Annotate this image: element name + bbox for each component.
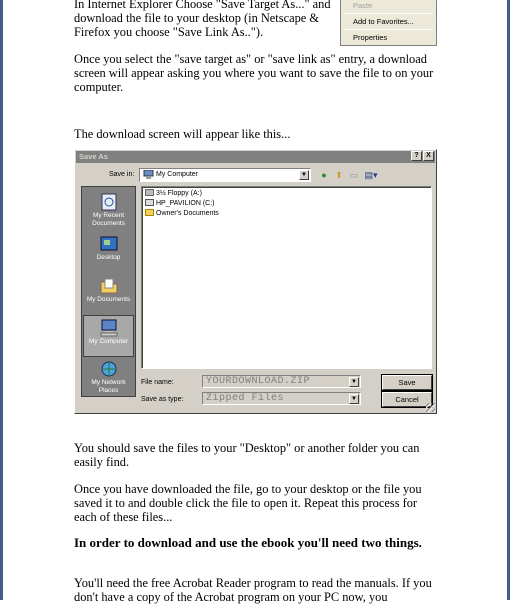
back-icon[interactable]: ● bbox=[321, 170, 327, 180]
my-documents-icon bbox=[99, 277, 119, 295]
desktop-icon bbox=[99, 235, 119, 253]
file-name-label: File name: bbox=[141, 379, 174, 386]
file-label: Owner's Documents bbox=[156, 210, 219, 217]
save-as-dialog bbox=[74, 149, 437, 414]
dialog-title: Save As bbox=[79, 152, 108, 161]
floppy-drive-icon bbox=[145, 189, 154, 196]
context-menu-separator bbox=[344, 13, 433, 14]
place-label: My Computer bbox=[88, 338, 128, 345]
help-button[interactable]: ? bbox=[411, 151, 422, 161]
place-label: My Documents bbox=[86, 296, 131, 303]
paragraph-once-downloaded: Once you have downloaded the file, go to your desktop or the file you saved it to and double click the file to open it. Repeat this process for each of these files... bbox=[74, 482, 422, 524]
save-as-type-label: Save as type: bbox=[141, 396, 184, 403]
paragraph-acrobat: You'll need the free Acrobat Reader program to read the manuals. If you don't have a copy of the Acrobat program on your PC now, you bbox=[74, 576, 432, 604]
chevron-down-icon[interactable]: ▼ bbox=[349, 394, 359, 404]
cancel-button[interactable]: Cancel bbox=[382, 392, 432, 407]
list-item[interactable] bbox=[145, 189, 202, 199]
place-label: Desktop bbox=[96, 254, 121, 261]
save-as-type-value: Zipped Files bbox=[206, 393, 285, 404]
views-menu-icon[interactable]: ▤▾ bbox=[364, 170, 378, 180]
context-menu-item-paste[interactable]: Paste bbox=[353, 1, 373, 10]
place-my-network-places[interactable] bbox=[83, 357, 134, 399]
context-menu bbox=[340, 0, 437, 46]
context-menu-item-add-to-favorites[interactable]: Add to Favorites... bbox=[353, 17, 414, 26]
save-in-label: Save in: bbox=[109, 171, 135, 178]
section-heading: In order to download and use the ebook you'll need two things. bbox=[74, 535, 422, 550]
paragraph-download-screen: The download screen will appear like this... bbox=[74, 127, 291, 141]
chevron-down-icon[interactable]: ▼ bbox=[299, 170, 309, 180]
new-folder-icon[interactable]: ▭ bbox=[349, 170, 359, 180]
folder-icon bbox=[145, 209, 154, 216]
list-item[interactable] bbox=[145, 209, 219, 219]
file-label: 3½ Floppy (A:) bbox=[156, 190, 202, 197]
hard-drive-icon bbox=[145, 199, 154, 206]
file-name-field[interactable] bbox=[202, 375, 361, 388]
save-button[interactable]: Save bbox=[382, 375, 432, 390]
place-my-recent-documents[interactable] bbox=[83, 190, 134, 232]
save-in-dropdown[interactable] bbox=[139, 168, 311, 182]
context-menu-item-properties[interactable]: Properties bbox=[353, 33, 388, 42]
up-folder-icon[interactable]: ⬆ bbox=[335, 170, 343, 180]
page-frame-left bbox=[0, 0, 3, 600]
place-label: My Recent Documents bbox=[92, 212, 125, 227]
my-computer-icon bbox=[99, 319, 119, 337]
network-places-icon bbox=[99, 360, 119, 378]
recent-documents-icon bbox=[99, 193, 119, 211]
paragraph-select-entry: Once you select the "save target as" or "save link as" entry, a download screen will appear asking you where you want to save the file to on your computer. bbox=[74, 52, 434, 94]
save-as-type-dropdown[interactable] bbox=[202, 392, 361, 405]
file-list[interactable] bbox=[141, 186, 432, 369]
places-bar bbox=[81, 186, 136, 397]
resize-grip[interactable] bbox=[426, 403, 435, 412]
place-my-computer[interactable] bbox=[83, 315, 134, 357]
save-in-value: My Computer bbox=[156, 171, 199, 178]
file-label: HP_PAVILION (C:) bbox=[156, 200, 215, 207]
place-desktop[interactable] bbox=[83, 232, 134, 274]
paragraph-save-target: In Internet Explorer Choose "Save Target As..." and download the file to your desktop (in Netscape & Firefox you choose "Save Link As.."). bbox=[74, 0, 331, 39]
file-name-value: YOURDOWNLOAD.ZIP bbox=[206, 376, 311, 387]
place-my-documents[interactable] bbox=[83, 274, 134, 316]
place-label: My Network Places bbox=[91, 379, 126, 394]
paragraph-save-files: You should save the files to your "Desktop" or another folder you can easily find. bbox=[74, 441, 420, 469]
context-menu-separator bbox=[344, 29, 433, 30]
close-button[interactable]: X bbox=[423, 151, 434, 161]
my-computer-icon bbox=[143, 170, 154, 180]
dialog-titlebar bbox=[76, 151, 435, 163]
chevron-down-icon[interactable]: ▼ bbox=[349, 377, 359, 387]
list-item[interactable] bbox=[145, 199, 214, 209]
